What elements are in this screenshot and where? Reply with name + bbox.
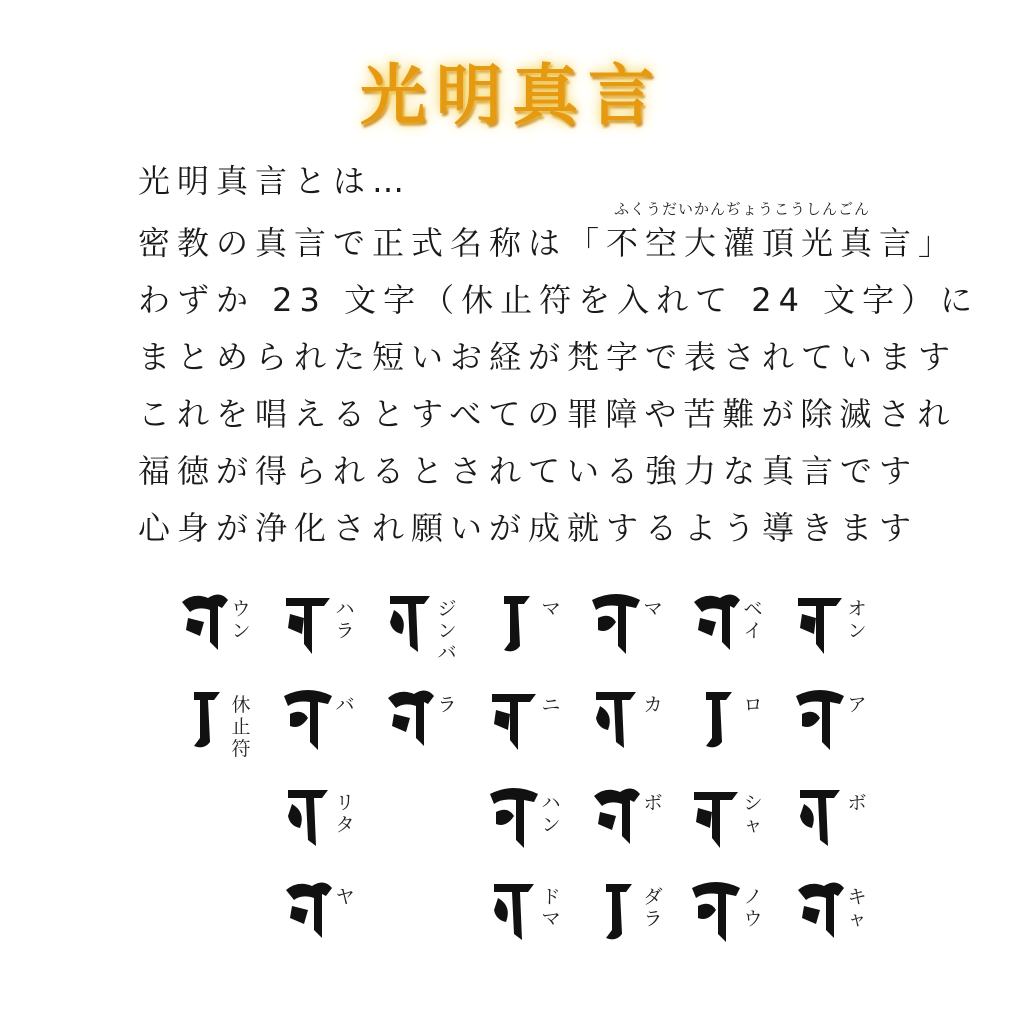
glyph-reading: マ bbox=[541, 598, 561, 620]
sanskrit-glyph bbox=[586, 782, 646, 852]
glyph-reading: ジ ン バ bbox=[437, 598, 457, 664]
description-line: 心身が浄化され願いが成就するよう導きます bbox=[138, 509, 919, 547]
sanskrit-glyph bbox=[686, 782, 746, 852]
glyph-reading: ラ bbox=[437, 694, 457, 716]
glyph-reading: ウ ン bbox=[231, 598, 251, 642]
sanskrit-glyph bbox=[278, 876, 338, 946]
sanskrit-glyph bbox=[484, 876, 544, 946]
sanskrit-glyph bbox=[790, 876, 850, 946]
glyph-reading: ベ イ bbox=[743, 598, 763, 642]
glyph-reading: キ ャ bbox=[847, 886, 867, 930]
description-line: これを唱えるとすべての罪障や苦難が除滅され bbox=[138, 395, 957, 433]
glyph-reading: ボ bbox=[643, 792, 663, 814]
glyph-reading: マ bbox=[643, 598, 663, 620]
sanskrit-glyph bbox=[686, 588, 746, 658]
glyph-reading: ア bbox=[847, 694, 867, 716]
description-line: 福徳が得られるとされている強力な真言です bbox=[138, 452, 919, 490]
sanskrit-glyph bbox=[586, 684, 646, 754]
sanskrit-glyph bbox=[380, 684, 440, 754]
glyph-reading: ダ ラ bbox=[643, 886, 663, 930]
description-line: まとめられた短いお経が梵字で表されています bbox=[138, 338, 958, 376]
sanskrit-glyph bbox=[174, 588, 234, 658]
glyph-reading: ハ ラ bbox=[335, 598, 355, 642]
glyph-reading: オ ン bbox=[847, 598, 867, 642]
glyph-reading: カ bbox=[643, 694, 663, 716]
glyph-reading: リ タ bbox=[335, 792, 355, 836]
description-line: わずか 23 文字（休止符を入れて 24 文字）に bbox=[138, 281, 980, 319]
sanskrit-glyph bbox=[790, 782, 850, 852]
sanskrit-glyph bbox=[686, 876, 746, 946]
glyph-reading: ヤ bbox=[335, 886, 355, 908]
glyph-reading: ニ bbox=[541, 694, 561, 716]
sanskrit-glyph bbox=[790, 684, 850, 754]
glyph-reading: ノ ウ bbox=[743, 886, 763, 930]
furigana-reading: ふくうだいかんぢょうこうしんごん bbox=[614, 200, 871, 218]
sanskrit-glyph bbox=[484, 684, 544, 754]
sanskrit-glyph bbox=[484, 588, 544, 658]
sanskrit-glyph bbox=[174, 684, 234, 754]
glyph-reading: ハ ン bbox=[541, 792, 561, 836]
page-title: 光明真言 bbox=[360, 57, 664, 134]
sanskrit-glyph bbox=[686, 684, 746, 754]
glyph-reading: ボ bbox=[847, 792, 867, 814]
glyph-reading: ロ bbox=[743, 694, 763, 716]
glyph-reading: ド マ bbox=[541, 886, 561, 930]
sanskrit-glyph bbox=[790, 588, 850, 658]
description-line: 光明真言とは… bbox=[138, 162, 412, 200]
sanskrit-glyph bbox=[586, 588, 646, 658]
glyph-reading: シ ャ bbox=[743, 792, 763, 836]
sanskrit-glyph bbox=[380, 588, 440, 658]
description-line: 密教の真言で正式名称は「不空大灌頂光真言」 bbox=[138, 224, 958, 262]
description bbox=[138, 156, 980, 560]
sanskrit-glyph bbox=[484, 782, 544, 852]
sanskrit-glyph bbox=[278, 684, 338, 754]
sanskrit-glyph bbox=[586, 876, 646, 946]
sanskrit-glyph bbox=[278, 782, 338, 852]
glyph-reading: 休 止 符 bbox=[231, 694, 251, 760]
sanskrit-glyph bbox=[278, 588, 338, 658]
glyph-reading: バ bbox=[335, 694, 355, 716]
